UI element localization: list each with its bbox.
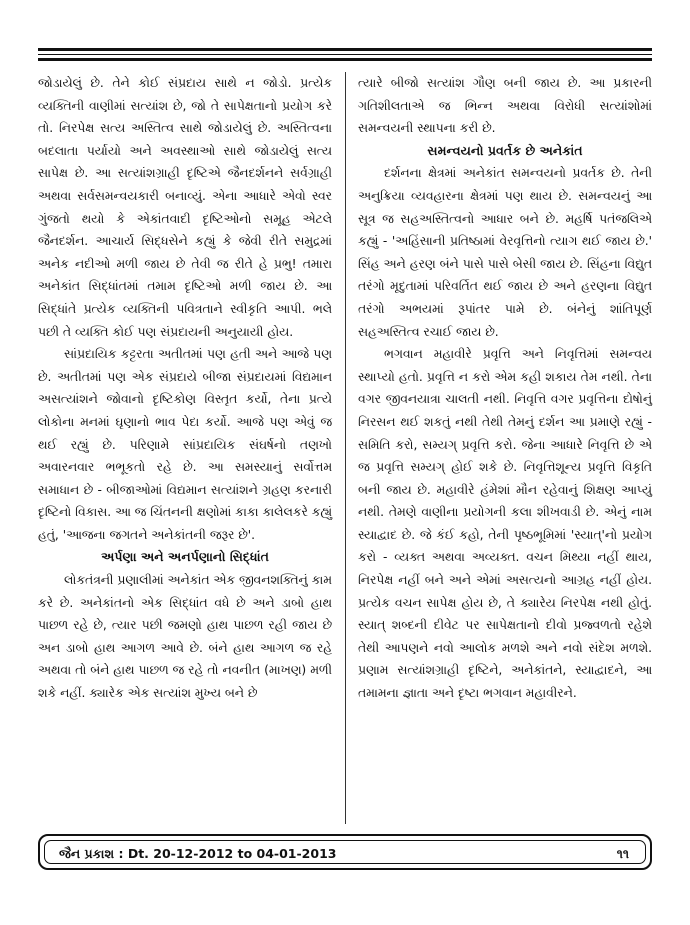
footer-frame [38,834,652,870]
header-rule-thin [38,54,652,55]
publication-info: જૈન પ્રકાશ : Dt. 20-12-2012 to 04-01-2013 [59,846,337,861]
header-rule-thick-top [38,48,652,51]
page-number: ૧૧ [616,846,629,861]
right-paragraph-3: ભગવાન મહાવીરે પ્રવૃત્તિ અને નિવૃત્તિમાં સમન્વય સ્થાપ્યો હતો. પ્રવૃત્તિ ન કરો એમ કહી શકાય તેમ નથી. તેના વગર જીવનયાત્રા ચાલતી નથી. નિવૃત્તિ વગર પ્રવૃત્તિના દોષોનું નિરસન થઈ શકતું નથી તેથી તેમનું દર્શન આ પ્રમાણે રહ્યું - સમિતિ કરો, સમ્યગ્ પ્રવૃત્તિ કરો. જેના આધારે નિવૃત્તિ છે એ જ પ્રવૃત્તિ સમ્યગ્ હોઈ શકે છે. નિવૃત્તિશૂન્ય પ્રવૃત્તિ વિકૃતિ બની જાય છે. મહાવીરે હંમેશાં મૌન રહેવાનું શિક્ષણ આપ્યું નથી. તેમણે વાણીના પ્રયોગની કલા શીખવાડી છે. એનું નામ સ્યાદ્વાદ છે. જે કંઈ કહો, તેની પૃષ્ઠભૂમિમાં 'સ્યાત્'નો પ્રયોગ કરો - વ્યક્ત અથવા અવ્યક્ત. વચન મિથ્યા નહીં થાય, નિરપેક્ષ નહીં બને અને એમાં અસત્યનો આગ્રહ નહીં હોય. પ્રત્યેક વચન સાપેક્ષ હોય છે, તે ક્યારેય નિરપેક્ષ નથી હોતું. સ્યાત્ શબ્દની દીવેટ પર સાપેક્ષતાનો દીવો પ્રજ્વળતો રહેશે તેથી આપણને નવો આલોક મળશે અને નવો સંદેશ મળશે. પ્રણામ સત્યાંશગ્રાહી દૃષ્ટિને, અનેકાંતને, સ્યાદ્વાદને, આ તમામના જ્ઞાતા અને દૃષ્ટા ભગવાન મહાવીરને. [358,347,652,701]
left-column [38,72,332,705]
left-paragraph-1: જોડાયેલું છે. તેને કોઈ સંપ્રદાય સાથે ન જોડો. પ્રત્યેક વ્યક્તિની વાણીમાં સત્યાંશ છે, જો તે સાપેક્ષતાનો પ્રયોગ કરે તો. નિરપેક્ષ સત્ય અસ્તિત્વ સાથે જોડાયેલું છે. અસ્તિત્વના બદલાતા પર્યાયો અને અવસ્થાઓ સાથે જોડાયેલું સત્ય સાપેક્ષ છે. આ સત્યાંશગ્રાહી દૃષ્ટિએ જૈનદર્શનને સર્વગ્રાહી અથવા સર્વસમન્વયકારી બનાવ્યું. એના આધારે એવો સ્વર ગુંજતો થયો કે એકાંતવાદી દૃષ્ટિઓનો સમૂહ એટલે જૈનદર્શન. આચાર્ય સિદ્ધસેને કહ્યું કે જેવી રીતે સમુદ્રમાં અનેક નદીઓ મળી જાય છે તેવી જ રીતે હે પ્રભુ! તમારા અનેકાંત સિદ્ધાંતમાં તમામ દૃષ્ટિઓ મળી જાય છે. આ સિદ્ધાંતે પ્રત્યેક વ્યક્તિની પવિત્રતાને સ્વીકૃતિ આપી. ભલે પછી તે વ્યક્તિ કોઈ પણ સંપ્રદાયની અનુયાયી હોય. [38,76,332,339]
footer-inner-frame [44,840,646,864]
left-paragraph-3: લોકતંત્રની પ્રણાલીમાં અનેકાંત એક જીવનશક્તિનું કામ કરે છે. અનેકાંતનો એક સિદ્ધાંત વધે છે અને ડાબો હાથ પાછળ રહે છે, ત્યાર પછી જમણો હાથ પાછળ રહી જાય છે અન ડાબો હાથ આગળ આવે છે. બંને હાથ આગળ જ રહે અથવા તો બંને હાથ પાછળ જ રહે તો નવનીત (માખણ) મળી શકે નહીં. ક્યારેક એક સત્યાંશ મુખ્ય બને છે [38,573,332,701]
header-rule-thick-bottom [38,58,652,61]
section-heading-samanvay: સમન્વયનો પ્રવર્તક છે અનેકાંત [427,142,583,158]
column-divider [345,72,346,824]
section-heading-arpana: અર્પણા અને અનર્પણાનો સિદ્ધાંત [101,549,269,565]
left-paragraph-2: સાંપ્રદાયિક કટ્ટરતા અતીતમાં પણ હતી અને આજે પણ છે. અતીતમાં પણ એક સંપ્રદાયે બીજા સંપ્રદાયમાં વિદ્યમાન અસત્યાંશને જોવાનો દૃષ્ટિકોણ વિસ્તૃત કર્યો, તેના પ્રત્યે લોકોના મનમાં ઘૃણાનો ભાવ પેદા કર્યો. આજે પણ એવું જ થઈ રહ્યું છે. પરિણામે સાંપ્રદાયિક સંઘર્ષનો તણખો અવારનવાર ભભૂકતો રહે છે. આ સમસ્યાનું સર્વોત્તમ સમાધાન છે - બીજાઓમાં વિદ્યમાન સત્યાંશને ગ્રહણ કરનારી દૃષ્ટિનો વિકાસ. આ જ ચિંતનની ક્ષણોમાં કાકા કાલેલકરે કહ્યું હતું, 'આજના જગતને અનેકાંતની જરૂર છે'. [38,347,332,542]
right-column [358,72,652,705]
right-paragraph-1: ત્યારે બીજો સત્યાંશ ગૌણ બની જાય છે. આ પ્રકારની ગતિશીલતાએ જ ભિન્ન અથવા વિરોધી સત્યાંશોમાં સમન્વયની સ્થાપના કરી છે. [358,76,652,136]
right-paragraph-2: દર્શનના ક્ષેત્રમાં અનેકાંત સમન્વયનો પ્રવર્તક છે. તેની અનુક્રિયા વ્યવહારના ક્ષેત્રમાં પણ થાય છે. સમન્વયનું આ સૂત્ર જ સહઅસ્તિત્વનો આધાર બને છે. મહર્ષિ પતંજલિએ કહ્યું - 'અહિંસાની પ્રતિષ્ઠામાં વેરવૃત્તિનો ત્યાગ થઈ જાય છે.' સિંહ અને હરણ બંને પાસે પાસે બેસી જાય છે. સિંહના વિદ્યુત તરંગો મૃદુતામાં પરિવર્તિત થઈ જાય છે અને હરણના વિદ્યુત તરંગો અભયમાં રૂપાંતર પામે છે. બંનેનું શાંતિપૂર્ણ સહઅસ્તિત્વ રચાઈ જાય છે. [358,166,652,339]
